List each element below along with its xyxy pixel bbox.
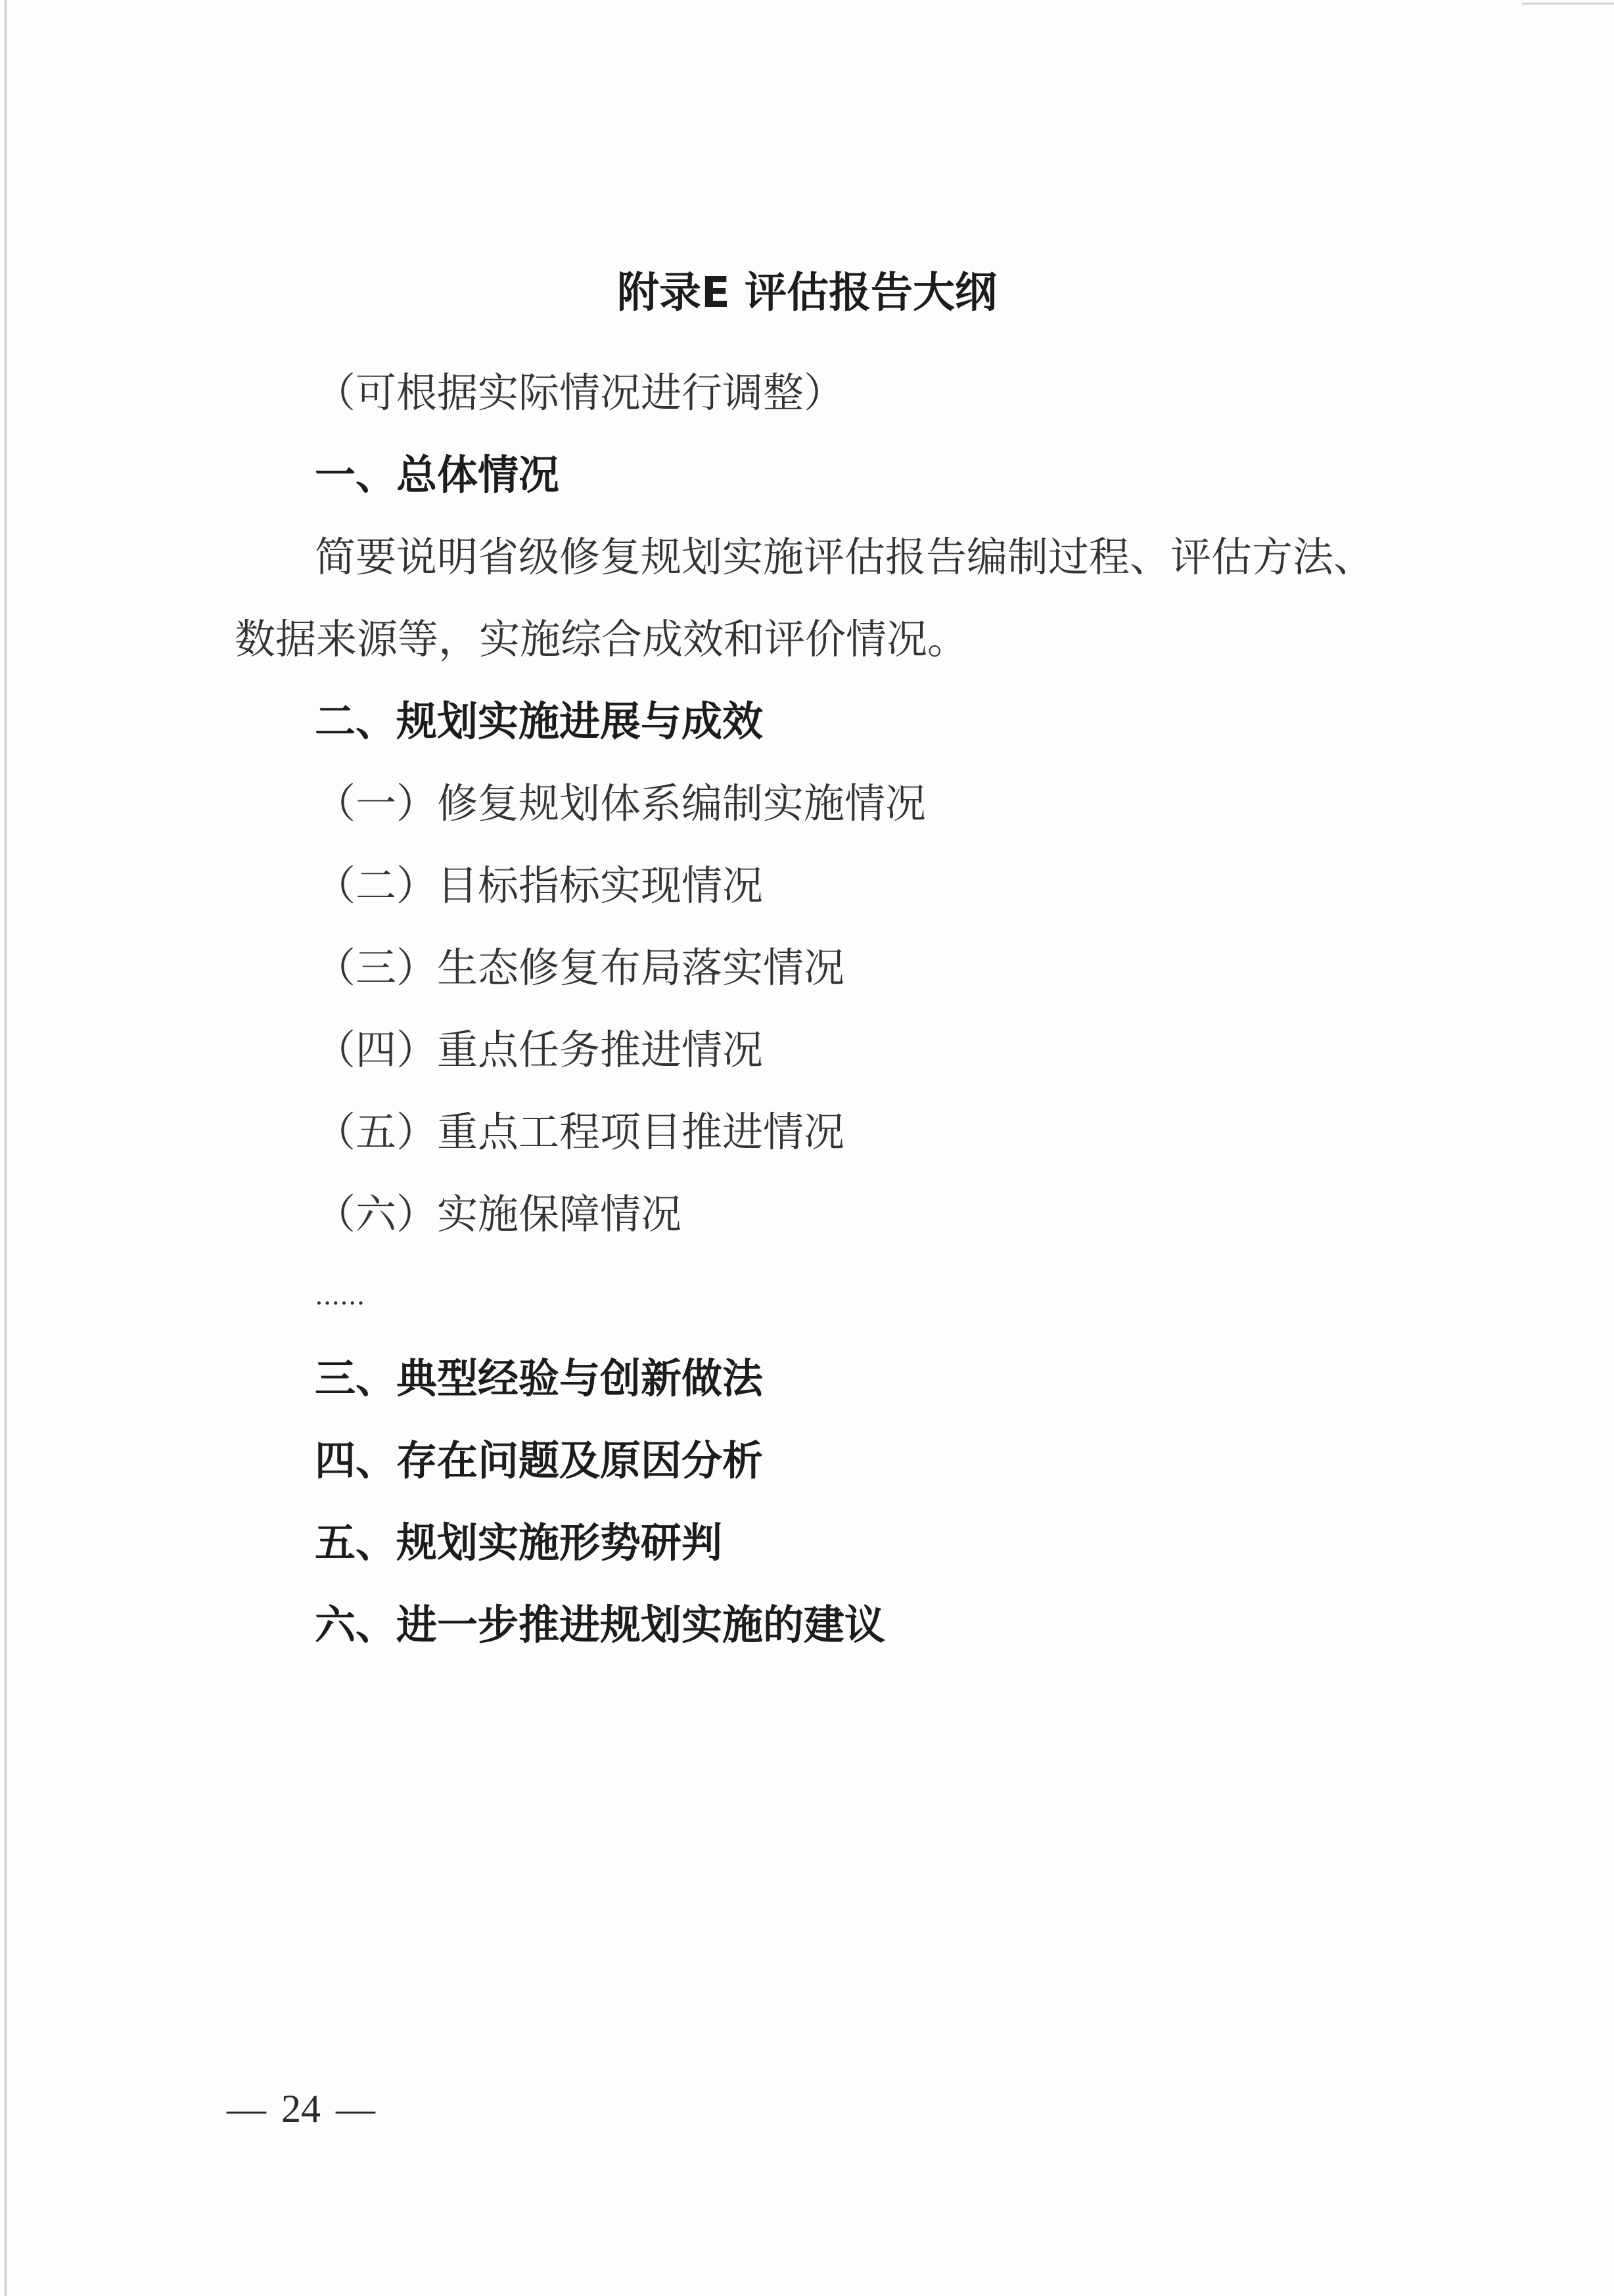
overview-paragraph: 简要说明省级修复规划实施评估报告编制过程、评估方法、数据来源等，实施综合成效和评价情况。 [235, 533, 1375, 663]
subsection-item: （四）重点任务推进情况 [315, 1026, 764, 1074]
page-title: 附录E 评估报告大纲 [617, 269, 997, 317]
subsection-item: （二）目标指标实现情况 [315, 861, 764, 909]
section-heading-problems: 四、存在问题及原因分析 [315, 1436, 764, 1484]
section-heading-suggestions: 六、进一步推进规划实施的建议 [315, 1601, 886, 1649]
section-heading-situation: 五、规划实施形势研判 [315, 1519, 723, 1567]
subsection-item: （一）修复规划体系编制实施情况 [315, 779, 927, 827]
subsection-item: （三）生态修复布局落实情况 [315, 944, 845, 992]
document-body [0, 252, 1614, 1666]
page-number: — 24 — [227, 2087, 375, 2130]
subsection-item: （五）重点工程项目推进情况 [315, 1108, 845, 1156]
scan-edge-mark [1522, 3, 1614, 5]
continuation-ellipsis: ...... [315, 1281, 365, 1311]
section-heading-progress: 二、规划实施进展与成效 [315, 697, 764, 745]
section-heading-experience: 三、典型经验与创新做法 [315, 1354, 764, 1402]
adjustment-note: （可根据实际情况进行调整） [315, 369, 845, 417]
subsection-item: （六）实施保障情况 [315, 1190, 682, 1238]
section-heading-overview: 一、总体情况 [315, 451, 560, 499]
